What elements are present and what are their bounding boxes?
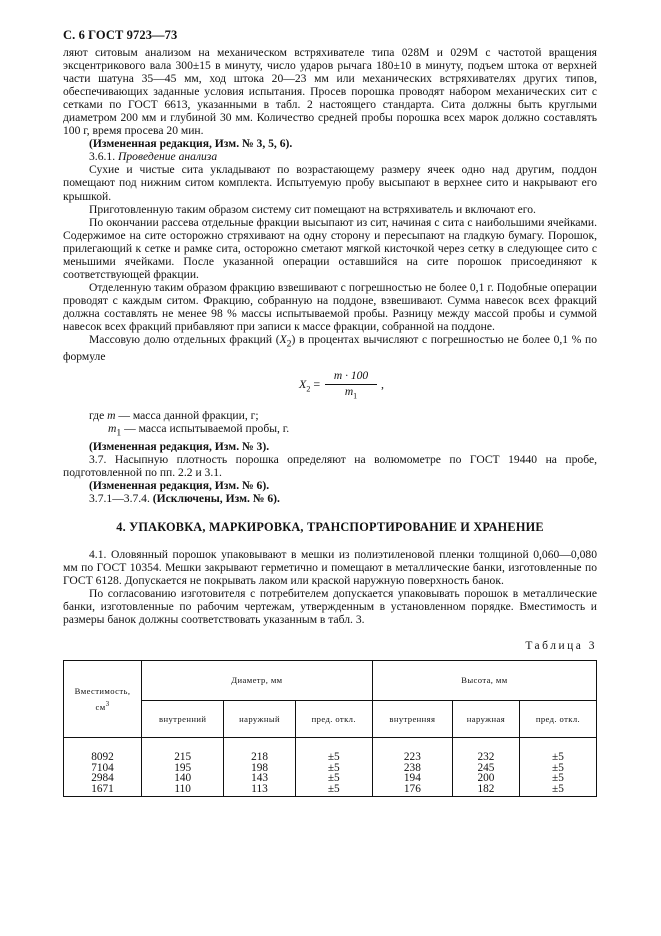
table-cell: ±5 (295, 773, 372, 784)
paragraph-packaging: 4.1. Оловянный порошок упаковывают в мешки из полиэтиленовой пленки толщиной 0,060—0,080 мм по ГОСТ 10354. Мешки закрывают герметично и помещают в металлические банки, изготовленные по ГОСТ 6128. Допускается не покрывать лаком или краской наружную поверхность банок. (63, 548, 597, 588)
table-cell: 113 (224, 784, 295, 797)
table-cell: 200 (452, 773, 519, 784)
section-3-6-1-heading (63, 150, 597, 163)
section-number: 3.6.1. (89, 150, 116, 164)
column-group-height: Высота, мм (372, 661, 596, 700)
legend-m1: $m_1$ — масса испытываемой пробы, г. (108, 422, 290, 439)
table-row (64, 784, 597, 797)
table-cell: 8092 (64, 738, 142, 763)
amendment-note: (Измененная редакция, Изм. № 6). (89, 478, 270, 492)
column-group-diameter: Диаметр, мм (142, 661, 373, 700)
table-cell: ±5 (519, 773, 596, 784)
table-cell: 140 (142, 773, 224, 784)
amendment-note: (Измененная редакция, Изм. № 3, 5, 6). (89, 137, 293, 151)
table-cell: 215 (142, 738, 224, 763)
amendment-note: (Измененная редакция, Изм. № 3). (89, 439, 270, 453)
table-cell: ±5 (295, 763, 372, 774)
table-cell: 7104 (64, 763, 142, 774)
table-3 (63, 660, 597, 797)
paragraph-bulk-density: 3.7. Насыпную плотность порошка определяют на волюмометре по ГОСТ 19440 на пробе, подготовленной по пп. 2.2 и 3.1. (63, 452, 597, 479)
table-cell: 143 (224, 773, 295, 784)
table-cell: ±5 (519, 763, 596, 774)
column-header-d-tol: пред. откл. (295, 700, 372, 738)
table-cell: 1671 (64, 784, 142, 797)
table-cell: ±5 (295, 784, 372, 797)
section-4-title: 4. УПАКОВКА, МАРКИРОВКА, ТРАНСПОРТИРОВАНИЕ И ХРАНЕНИЕ (116, 520, 544, 535)
document-body (63, 46, 597, 797)
table-cell: 194 (372, 773, 452, 784)
table-cell: 176 (372, 784, 452, 797)
formula-comma: , (381, 377, 384, 392)
table-cell: 218 (224, 738, 295, 763)
page-header: С. 6 ГОСТ 9723—73 (63, 28, 178, 42)
table-cell: 182 (452, 784, 519, 797)
table-row (64, 738, 597, 763)
formula-fraction (325, 370, 377, 402)
table-cell: ±5 (519, 784, 596, 797)
paragraph-fractions: По окончании рассева отдельные фракции высыпают из сит, начиная с сита с наибольшими ячейками. Содержимое на сите осторожно стряхивают на одну сторону и пересыпают на гладкую бумагу. Порошок, прилегающий к сетке и рамке сита, осторожно сметают мягкой кисточкой через сетку в следующее сито с меньшими ячейками. После указанной операции оставшийся на сите порошок присоединяют к соответствующей фракции. (63, 215, 597, 281)
table-cell: 2984 (64, 773, 142, 784)
paragraph-sieves-shaker: Приготовленную таким образом систему сит помещают на встряхиватель и включают его. (89, 202, 536, 216)
table-cell: 245 (452, 763, 519, 774)
column-header-h-inner: внутренняя (372, 700, 452, 738)
table-cell: ±5 (295, 738, 372, 763)
table-cell: 198 (224, 763, 295, 774)
paragraph-sieve-analysis: ляют ситовым анализом на механическом встряхивателе типа 028М и 029М с частотой вращения эксцентрикового вала 300±15 в минуту, число ударов рычага 180±10 в минуту, подъем штока от верхней части шатуна 35—45 мм, ход штока 20—23 мм или механических встряхивателях других типов, обеспечивающих заданные условия испытания. Просев порошка проводят набором механических сит с сетками по ГОСТ 6613, указанными в табл. 2 настоящего стандарта. Сита должны быть круглыми диаметром 200 мм и глубиной 30 мм. Количество средней пробы порошка всех марок должно составлять 100 г, время просева 20 мин. (63, 46, 597, 138)
paragraph-mass-fraction: Массовую долю отдельных фракций $(X_2)$ в процентах вычисляют с погрешностью не более 0,1 % по формуле (63, 333, 597, 364)
table-cell: 223 (372, 738, 452, 763)
formula-lhs: $X_2$ = (299, 377, 321, 394)
variable-x: X (279, 333, 287, 347)
formula-x2 (63, 363, 597, 409)
excluded-note: 3.7.1—3.7.4. (Исключены, Изм. № 6). (89, 492, 280, 506)
table-cell: ±5 (519, 738, 596, 763)
paragraph-sieves-stacking: Сухие и чистые сита укладывают по возрастающему размеру ячеек одно над другим, поддон помещают под нижним ситом комплекта. Испытуемую пробу высыпают в верхнее сито и накрывают его крышкой. (63, 163, 597, 203)
table-caption: Таблица 3 (525, 640, 597, 653)
paragraph-packaging-agreement: По согласованию изготовителя с потребителем допускается упаковывать порошок в металлические банки, изготовленные по рабочим чертежам, утвержденным в установленном порядке. Вместимость и размеры банок должны соответствовать указанным в табл. 3. (63, 587, 597, 627)
column-header-d-outer: наружный (224, 700, 295, 738)
section-title: Проведение анализа (118, 150, 218, 164)
table-cell: 238 (372, 763, 452, 774)
formula-denominator: $m_1$ (344, 386, 358, 401)
column-header-h-outer: наружная (452, 700, 519, 738)
paragraph-weighing: Отделенную таким образом фракцию взвешивают с погрешностью не более 0,1 г. Подобные операции проводят с каждым ситом. Фракцию, собранную на поддоне, взвешивают. Сумма навесок всех фракций должна составлять не менее 98 % массы испытываемой пробы. Разницу между массой пробы и суммой навесок всех фракций прибавляют при записи к массе фракции, собранной на поддоне. (63, 280, 597, 333)
column-header-h-tol: пред. откл. (519, 700, 596, 738)
formula-numerator: m · 100 (325, 370, 377, 385)
column-header-volume: Вместимость, $см^3$ (64, 661, 142, 738)
table-cell: 232 (452, 738, 519, 763)
table-cell: 110 (142, 784, 224, 797)
table-cell: 195 (142, 763, 224, 774)
column-header-d-inner: внутренний (142, 700, 224, 738)
legend-m: где m — масса данной фракции, г; (89, 409, 259, 423)
